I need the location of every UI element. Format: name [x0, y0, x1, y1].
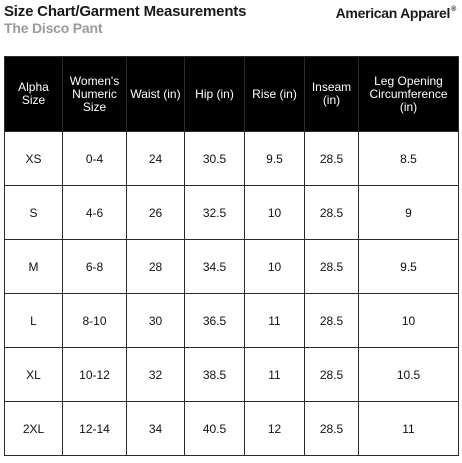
table-cell: 40.5 — [185, 402, 245, 456]
table-row — [5, 186, 459, 240]
table-cell: 28.5 — [305, 294, 359, 348]
table-cell: 2XL — [5, 402, 63, 456]
table-cell: 4-6 — [63, 186, 127, 240]
table-cell: 9.5 — [359, 240, 459, 294]
column-header-leg-opening: Leg Opening Circumference (in) — [359, 57, 459, 132]
table-cell: 24 — [127, 132, 185, 186]
table-cell: 32.5 — [185, 186, 245, 240]
table-cell: 11 — [245, 348, 305, 402]
brand-logo — [336, 5, 456, 21]
column-header-rise: Rise (in) — [245, 57, 305, 132]
column-header-alpha-size: Alpha Size — [5, 57, 63, 132]
table-cell: 36.5 — [185, 294, 245, 348]
table-cell: XL — [5, 348, 63, 402]
table-cell: XS — [5, 132, 63, 186]
table-cell: 28 — [127, 240, 185, 294]
table-cell: 10 — [245, 240, 305, 294]
size-chart-table — [4, 56, 459, 456]
table-cell: 6-8 — [63, 240, 127, 294]
table-cell: 28.5 — [305, 240, 359, 294]
table-cell: 12 — [245, 402, 305, 456]
page-subtitle: The Disco Pant — [4, 20, 103, 36]
table-cell: 34 — [127, 402, 185, 456]
page-title: Size Chart/Garment Measurements — [4, 3, 247, 20]
table-cell: 0-4 — [63, 132, 127, 186]
table-cell: 30.5 — [185, 132, 245, 186]
table-row — [5, 294, 459, 348]
table-cell: 9 — [359, 186, 459, 240]
table-cell: L — [5, 294, 63, 348]
table-cell: 28.5 — [305, 132, 359, 186]
column-header-hip: Hip (in) — [185, 57, 245, 132]
column-header-inseam: Inseam (in) — [305, 57, 359, 132]
table-cell: 12-14 — [63, 402, 127, 456]
table-cell: 32 — [127, 348, 185, 402]
table-header-row — [5, 57, 459, 132]
table-cell: 38.5 — [185, 348, 245, 402]
table-cell: S — [5, 186, 63, 240]
column-header-waist: Waist (in) — [127, 57, 185, 132]
table-cell: 10.5 — [359, 348, 459, 402]
table-cell: 8.5 — [359, 132, 459, 186]
table-cell: 10 — [245, 186, 305, 240]
table-cell: 11 — [245, 294, 305, 348]
brand-name: American Apparel — [335, 5, 451, 21]
table-cell: 9.5 — [245, 132, 305, 186]
table-cell: 28.5 — [305, 348, 359, 402]
table-row — [5, 132, 459, 186]
table-cell: 28.5 — [305, 402, 359, 456]
table-cell: 11 — [359, 402, 459, 456]
table-cell: M — [5, 240, 63, 294]
table-cell: 34.5 — [185, 240, 245, 294]
table-cell: 30 — [127, 294, 185, 348]
table-row — [5, 240, 459, 294]
column-header-womens-numeric-size: Women's Numeric Size — [63, 57, 127, 132]
table-cell: 26 — [127, 186, 185, 240]
table-cell: 28.5 — [305, 186, 359, 240]
table-cell: 8-10 — [63, 294, 127, 348]
table-row — [5, 348, 459, 402]
table-cell: 10 — [359, 294, 459, 348]
table-row — [5, 402, 459, 456]
registered-mark: ® — [451, 6, 456, 13]
page-header — [0, 0, 462, 50]
table-cell: 10-12 — [63, 348, 127, 402]
